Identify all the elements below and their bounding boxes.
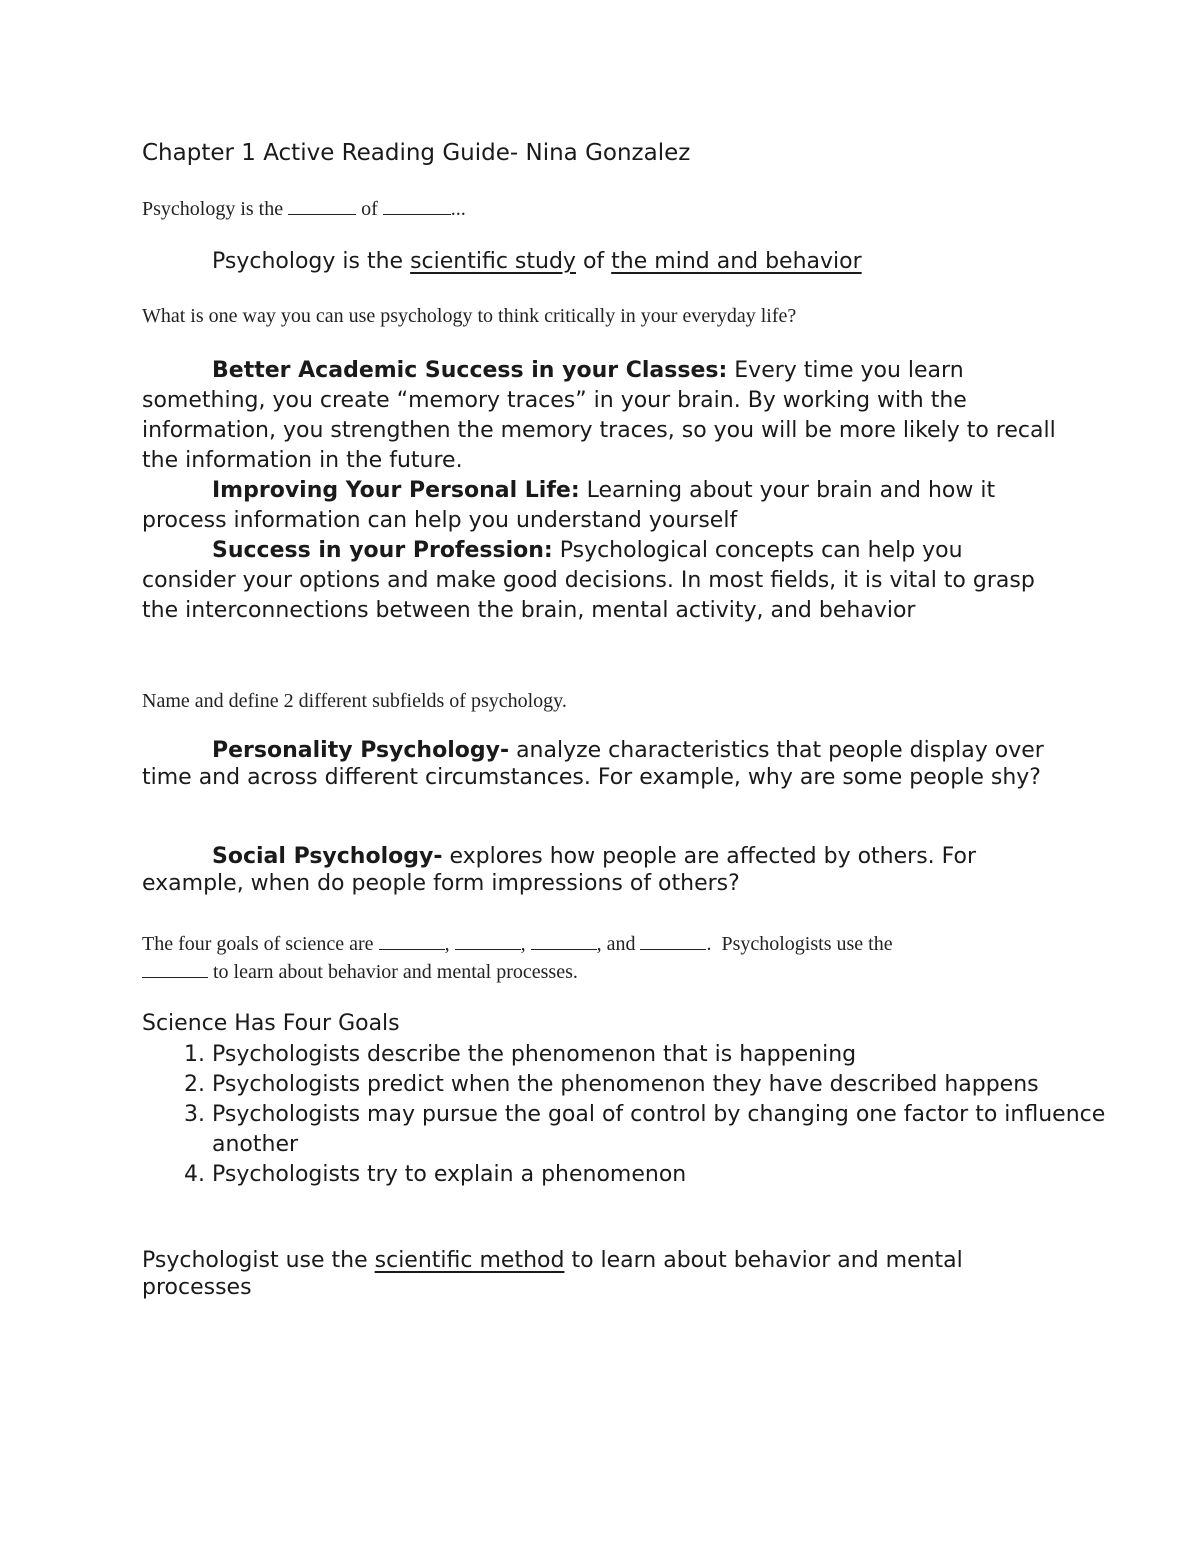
list-item: 1. Psychologists describe the phenomenon that is happening <box>212 1040 1142 1070</box>
punctuation: , <box>596 933 602 955</box>
answer-2-item <box>142 356 1062 476</box>
answer-3-heading: Personality Psychology- <box>212 738 510 763</box>
question-1-mid: of <box>361 198 378 220</box>
list-item: 3. Psychologists may pursue the goal of control by changing one factor to influence another <box>212 1100 1142 1160</box>
question-4 <box>142 930 893 958</box>
answer-2-item <box>142 476 1062 536</box>
answer-3-text: analyze characteristics that people display over time and across different circumstances. For example, why are some people shy? <box>142 738 1044 790</box>
answer-3-item <box>142 843 1062 897</box>
answer-2-heading: Better Academic Success in your Classes: <box>212 358 728 383</box>
blank-line <box>531 948 597 950</box>
question-4-part-2: Psychologists use the <box>721 933 893 955</box>
answer-2-heading: Improving Your Personal Life: <box>212 478 580 503</box>
question-2: What is one way you can use psychology to think critically in your everyday life? <box>142 305 797 327</box>
punctuation: , <box>444 933 450 955</box>
goals-heading: Science Has Four Goals <box>142 1011 400 1036</box>
punctuation: . <box>706 933 712 955</box>
final-statement <box>142 1247 1062 1301</box>
question-4-and: and <box>606 933 636 955</box>
document-title: Chapter 1 Active Reading Guide- Nina Gonzalez <box>142 140 691 166</box>
answer-2-text: Psychological concepts can help you consider your options and make good decisions. In most fields, it is vital to grasp the interconnections between the brain, mental activity, and behavior <box>142 538 1035 623</box>
question-1-suffix: ... <box>450 198 466 220</box>
answer-2 <box>142 356 1062 626</box>
answer-3-heading: Social Psychology- <box>212 844 443 869</box>
blank-line <box>288 213 356 215</box>
final-suffix: to learn about behavior and mental processes <box>142 1248 963 1300</box>
question-4-line-2 <box>142 958 578 986</box>
answer-2-text: Learning about your brain and how it process information can help you understand yourself <box>142 478 996 533</box>
punctuation: , <box>520 933 526 955</box>
list-item: 2. Psychologists predict when the phenomenon they have described happens <box>212 1070 1142 1100</box>
final-term: scientific method <box>374 1248 565 1273</box>
answer-1-mid: of <box>582 249 605 274</box>
question-1 <box>142 198 466 221</box>
blank-line <box>379 948 445 950</box>
question-4-part-1: The four goals of science are <box>142 933 374 955</box>
blank-line <box>455 948 521 950</box>
blank-line <box>640 948 706 950</box>
question-1-prefix: Psychology is the <box>142 198 284 220</box>
final-prefix: Psychologist use the <box>142 1248 368 1273</box>
blank-line <box>142 976 208 978</box>
blank-line <box>383 213 451 215</box>
answer-2-item <box>142 536 1062 626</box>
answer-1 <box>212 247 862 277</box>
goals-list <box>142 1040 1142 1190</box>
list-item: 4. Psychologists try to explain a phenomenon <box>212 1160 1142 1190</box>
question-3: Name and define 2 different subfields of psychology. <box>142 690 567 712</box>
answer-2-heading: Success in your Profession: <box>212 538 553 563</box>
answer-3-text: explores how people are affected by others. For example, when do people form impressions of others? <box>142 844 977 896</box>
answer-1-term-2: the mind and behavior <box>611 249 862 274</box>
answer-1-term-1: scientific study <box>410 249 576 274</box>
answer-1-prefix: Psychology is the <box>212 249 404 274</box>
answer-3-item <box>142 737 1062 791</box>
question-4-part-3: to learn about behavior and mental processes. <box>213 961 578 983</box>
answer-2-text: Every time you learn something, you create “memory traces” in your brain. By working with the information, you strengthen the memory traces, so you will be more likely to recall the information in the future. <box>142 358 1056 473</box>
